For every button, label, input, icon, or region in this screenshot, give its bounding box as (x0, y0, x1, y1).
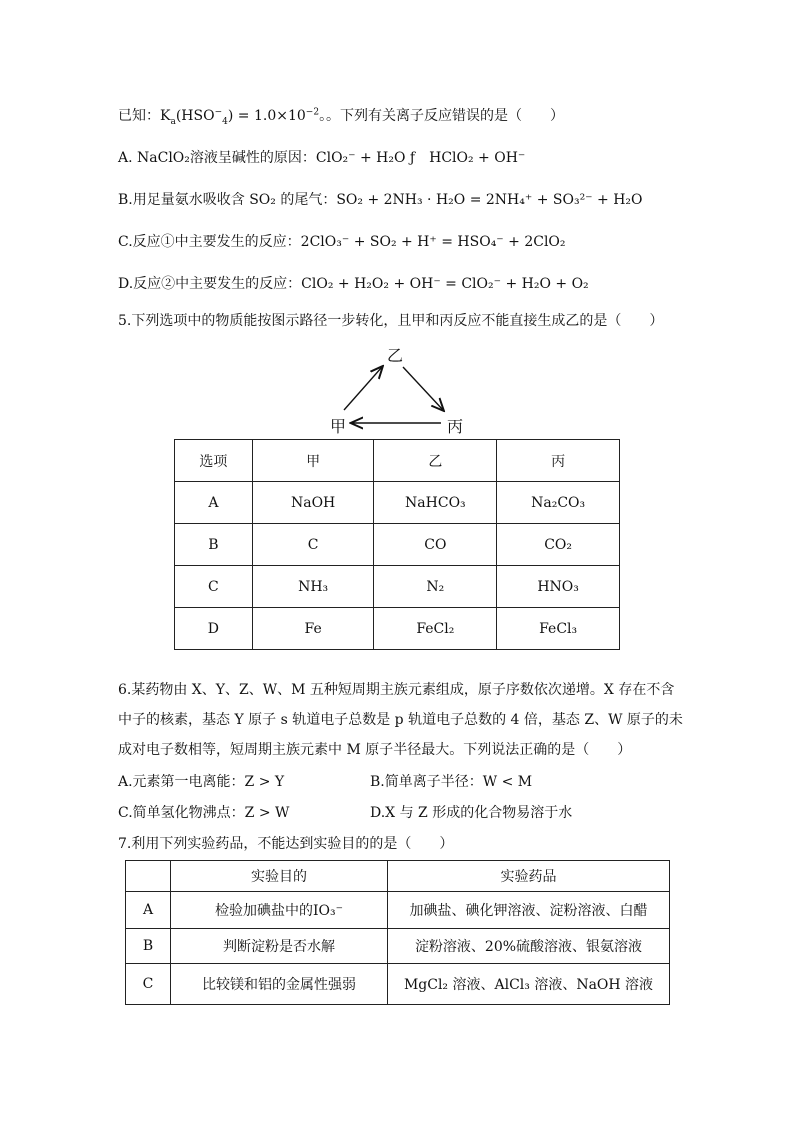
q4-intro-sub: a (170, 116, 176, 127)
q6-option-a: A.元素第一电离能：Z > Y (118, 774, 285, 790)
q4-option-b: B.用足量氨水吸收含 SO₂ 的尾气：SO₂ + 2NH₃ · H₂O = 2NH₄⁺ + SO₃²⁻ + H₂O (118, 192, 643, 208)
table-cell: 比较镁和铝的金属性强弱 (171, 964, 388, 1005)
table-cell: B (175, 524, 253, 566)
header-cell: 丙 (497, 440, 620, 482)
q6-option-c: C.简单氢化物沸点：Z > W (118, 805, 290, 821)
table-row (175, 524, 620, 566)
table-header-row (175, 440, 620, 482)
q4-option-d: D.反应②中主要发生的反应：ClO₂ + H₂O₂ + OH⁻ = ClO₂⁻ + H₂O + O₂ (118, 276, 589, 292)
table-cell: 检验加碘盐中的IO₃⁻ (171, 892, 388, 929)
table-cell: C (175, 566, 253, 608)
table-cell: N₂ (374, 566, 497, 608)
diagram-label-top: 乙 (387, 346, 404, 365)
header-cell: 乙 (374, 440, 497, 482)
table-cell: NaOH (252, 482, 374, 524)
table-cell: 判断淀粉是否水解 (171, 929, 388, 964)
q5-stem: 5.下列选项中的物质能按图示路径一步转化，且甲和丙反应不能直接生成乙的是（ ） (118, 313, 664, 329)
q6-stem-line-3: 成对电子数相等，短周期主族元素中 M 原子半径最大。下列说法正确的是（ ） (118, 742, 632, 758)
table-cell: A (175, 482, 253, 524)
q4-intro-text-c: ) = 1.0×10 (227, 108, 306, 124)
q7-table (125, 860, 670, 1005)
table-cell: HNO₃ (497, 566, 620, 608)
q4-intro-sup-c: −2 (305, 107, 320, 118)
table-cell: FeCl₂ (374, 608, 497, 650)
q6-stem-line-1: 6.某药物由 X、Y、Z、W、M 五种短周期主族元素组成，原子序数依次递增。X 存在不含 (118, 682, 675, 698)
header-cell: 实验目的 (171, 861, 388, 892)
table-cell: CO₂ (497, 524, 620, 566)
table-cell: FeCl₃ (497, 608, 620, 650)
table-cell: A (126, 892, 171, 929)
table-header-row (126, 861, 670, 892)
table-row (126, 964, 670, 1005)
table-row (175, 482, 620, 524)
table-cell: D (175, 608, 253, 650)
q4-intro-sup-b: − (214, 107, 223, 118)
arrow-left-to-top (344, 367, 382, 410)
q6-option-b: B.简单离子半径：W < M (370, 774, 533, 790)
table-row (175, 566, 620, 608)
table-cell: 加碘盐、碘化钾溶液、淀粉溶液、白醋 (388, 892, 670, 929)
header-cell: 选项 (175, 440, 253, 482)
table-row (175, 608, 620, 650)
table-cell: Fe (252, 608, 374, 650)
table-cell: B (126, 929, 171, 964)
q6-option-d: D.X 与 Z 形成的化合物易溶于水 (370, 805, 573, 821)
q4-intro-sub-b: 4 (222, 116, 228, 127)
table-cell: C (252, 524, 374, 566)
header-cell: 甲 (252, 440, 374, 482)
table-row (126, 892, 670, 929)
table-row (126, 929, 670, 964)
q4-option-c: C.反应①中主要发生的反应：2ClO₃⁻ + SO₂ + H⁺ = HSO₄⁻ + 2ClO₂ (118, 234, 566, 250)
table-cell: 淀粉溶液、20%硫酸溶液、银氨溶液 (388, 929, 670, 964)
header-cell (126, 861, 171, 892)
table-cell: CO (374, 524, 497, 566)
q4-intro-text-a: 已知：K (118, 108, 171, 124)
table-cell: C (126, 964, 171, 1005)
q7-stem: 7.利用下列实验药品，不能达到实验目的的是（ ） (118, 836, 454, 852)
table-cell: NaHCO₃ (374, 482, 497, 524)
table-cell: Na₂CO₃ (497, 482, 620, 524)
q4-intro-text-b: (HSO (175, 108, 215, 124)
q4-option-a: A. NaClO₂溶液呈碱性的原因：ClO₂⁻ + H₂O ƒ HClO₂ + OH⁻ (118, 150, 526, 166)
q6-stem-line-2: 中子的核素，基态 Y 原子 s 轨道电子总数是 p 轨道电子总数的 4 倍，基态 Z、W 原子的未 (118, 712, 683, 728)
q4-intro-text-d: 。。下列有关离子反应错误的是（ ） (319, 108, 565, 124)
diagram-arrows (0, 0, 794, 450)
arrow-top-to-right (403, 367, 443, 410)
header-cell: 实验药品 (388, 861, 670, 892)
table-cell: NH₃ (252, 566, 374, 608)
diagram-label-right: 丙 (447, 417, 464, 436)
q5-table (174, 439, 620, 650)
diagram-label-left: 甲 (330, 417, 347, 436)
table-cell: MgCl₂ 溶液、AlCl₃ 溶液、NaOH 溶液 (388, 964, 670, 1005)
